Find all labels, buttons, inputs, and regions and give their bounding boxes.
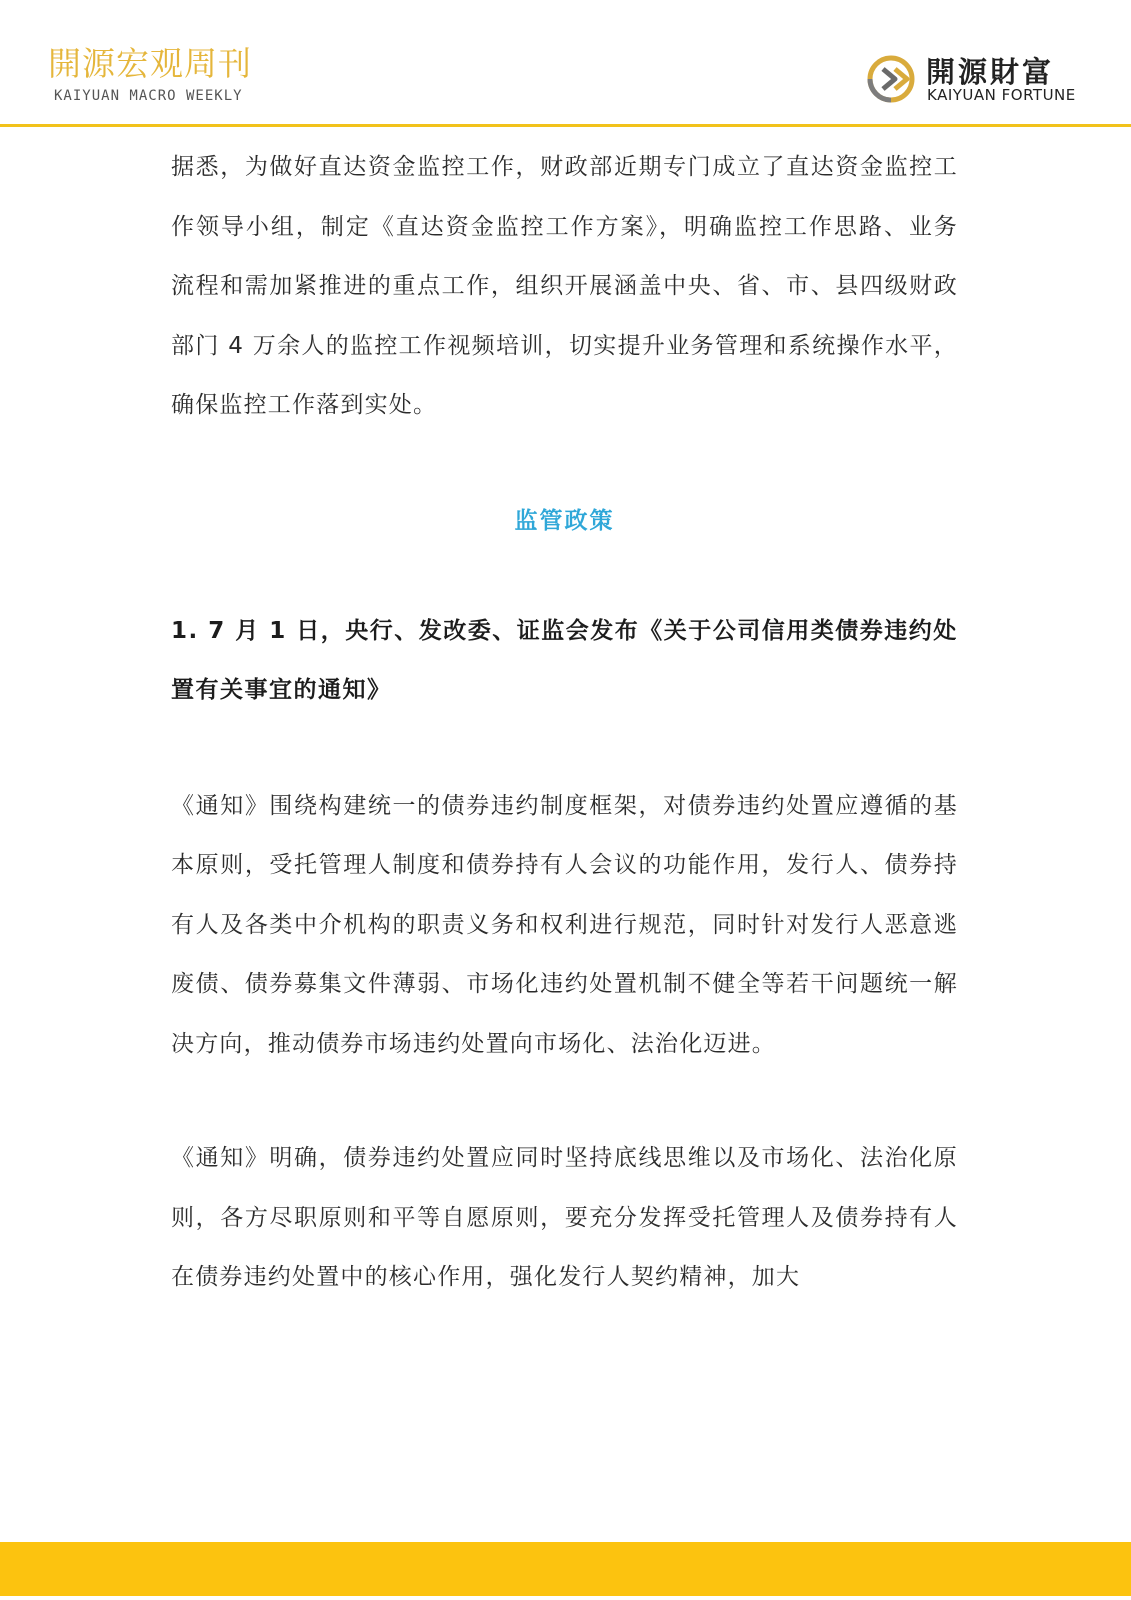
section-heading: 监管政策 bbox=[514, 507, 615, 534]
paragraph-notice-principles: 《通知》明确，债券违约处置应同时坚持底线思维以及市场化、法治化原则，各方尽职原则和平等自愿原则，要充分发挥受托管理人及债券持有人在债券违约处置中的核心作用，强化发行人契约精神，加大 bbox=[171, 1145, 958, 1290]
spacer bbox=[171, 721, 958, 777]
spacer bbox=[171, 1074, 958, 1129]
document-body bbox=[171, 138, 958, 1308]
brand-name-cn: 開源財富 bbox=[926, 55, 1055, 89]
footer-bar bbox=[0, 1542, 1131, 1596]
paragraph-notice-framework: 《通知》围绕构建统一的债券违约制度框架，对债券违约处置应遵循的基本原则，受托管理人制度和债券持有人会议的功能作用，发行人、债券持有人及各类中介机构的职责义务和权利进行规范，同时针对发行人恶意逃废债、债券募集文件薄弱、市场化违约处置机制不健全等若干问题统一解决方向，推动债券市场违约处置向市场化、法治化迈进。 bbox=[171, 792, 958, 1057]
kaiyuan-logo-icon bbox=[866, 54, 916, 104]
brand-logo bbox=[866, 50, 1096, 106]
publication-subtitle: KAIYUAN MACRO WEEKLY bbox=[54, 88, 243, 104]
header-divider bbox=[0, 124, 1131, 127]
page-header bbox=[0, 0, 1131, 128]
intro-paragraph: 据悉，为做好直达资金监控工作，财政部近期专门成立了直达资金监控工作领导小组，制定《直达资金监控工作方案》，明确监控工作思路、业务流程和需加紧推进的重点工作，组织开展涵盖中央、省、市、县四级财政部门 4 万余人的监控工作视频培训，切实提升业务管理和系统操作水平，确保监控工作落到实处。 bbox=[171, 154, 958, 418]
brand-name-en: KAIYUAN FORTUNE bbox=[927, 86, 1076, 104]
item-title: 1. 7 月 1 日，央行、发改委、证监会发布《关于公司信用类债券违约处置有关事宜的通知》 bbox=[171, 617, 958, 703]
publication-title: 開源宏观周刊 bbox=[48, 44, 252, 83]
